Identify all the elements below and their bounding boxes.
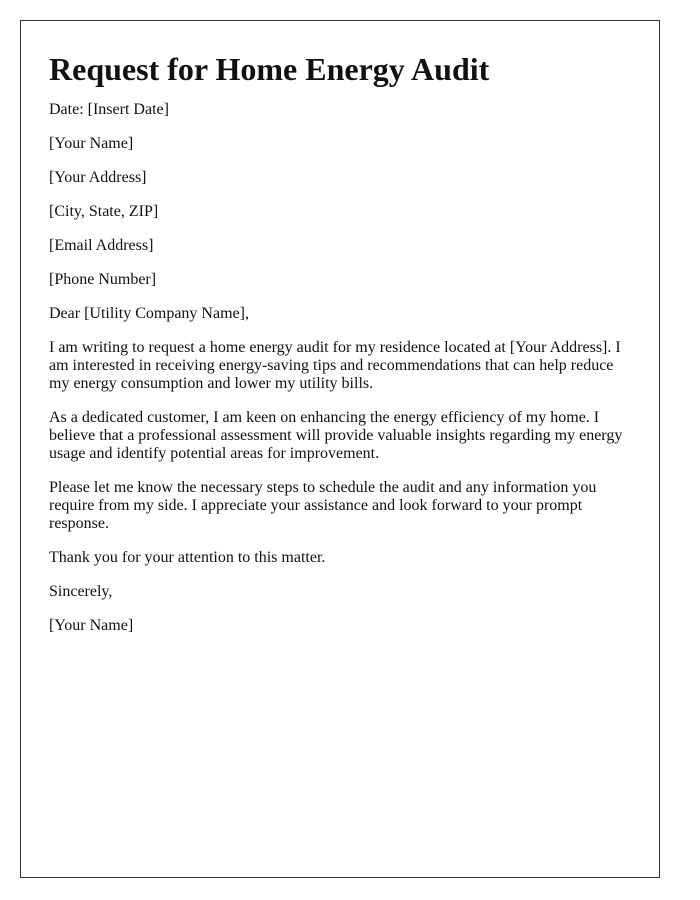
salutation: Dear [Utility Company Name], xyxy=(49,305,249,322)
body-paragraph-1: I am writing to request a home energy audit for my residence located at [Your Address]. I am interested in receiving energy-saving tips and recommendations that can help reduce my energy consumption and lower my utility bills. xyxy=(49,339,621,392)
letter-page xyxy=(20,20,660,878)
sender-city-state-zip: [City, State, ZIP] xyxy=(49,203,159,220)
body-paragraph-2: As a dedicated customer, I am keen on enhancing the energy efficiency of my home. I believe that a professional assessment will provide valuable insights regarding my energy usage and identify potential areas for improvement. xyxy=(49,409,623,462)
body-paragraph-3: Please let me know the necessary steps to schedule the audit and any information you require from my side. I appreciate your assistance and look forward to your prompt response. xyxy=(49,479,597,532)
sender-address: [Your Address] xyxy=(49,169,147,186)
closing: Sincerely, xyxy=(49,583,113,600)
date-line: Date: [Insert Date] xyxy=(49,101,169,118)
letter-title: Request for Home Energy Audit xyxy=(49,51,490,87)
body-paragraph-4: Thank you for your attention to this matter. xyxy=(49,549,326,566)
letter-content xyxy=(49,51,635,651)
signature: [Your Name] xyxy=(49,617,134,634)
sender-phone: [Phone Number] xyxy=(49,271,157,288)
sender-email: [Email Address] xyxy=(49,237,154,254)
sender-name: [Your Name] xyxy=(49,135,134,152)
